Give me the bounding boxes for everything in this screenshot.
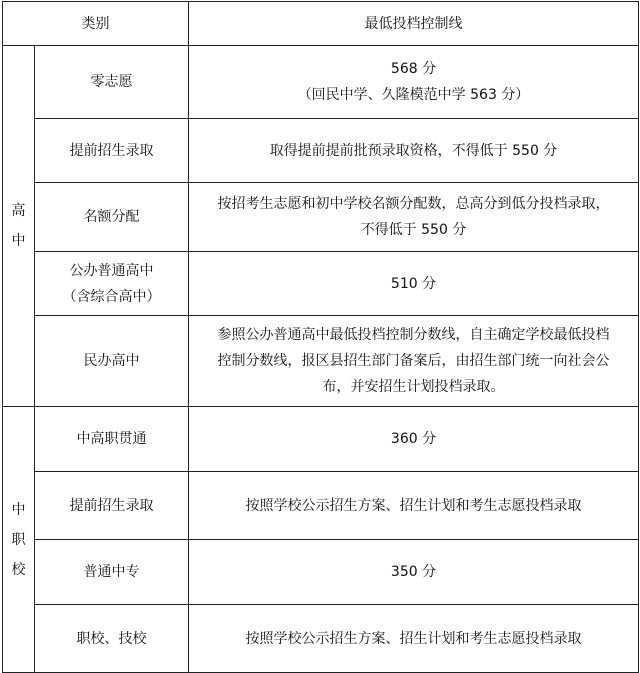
category-cell — [35, 540, 189, 605]
category-text: 提前招生录取 — [69, 142, 154, 159]
header-min-control-line: 最低投档控制线 — [189, 2, 639, 46]
category-text: 普通中专 — [83, 564, 140, 580]
value-text: 参照公办普通高中最低投档控制分数线，自主确定学校最低投档 — [217, 327, 610, 343]
group-label — [3, 46, 35, 407]
value-cell — [189, 119, 639, 183]
group-label-char: 中 — [11, 501, 26, 518]
category-cell — [35, 605, 189, 673]
value-text: 按照学校公示招生方案、招生计划和考生志愿投档录取 — [245, 630, 582, 647]
category-cell — [35, 407, 189, 472]
value-text: 按招考生志愿和初中学校名额分配数，总高分到低分投档录取， — [217, 196, 610, 212]
table-row — [3, 183, 639, 252]
category-cell — [35, 316, 189, 407]
value-text: 取得提前提前批预录取资格，不得低于 550 分 — [269, 142, 558, 159]
category-cell — [35, 472, 189, 540]
value-text: 布，并安招生计划投档录取。 — [322, 379, 505, 395]
table-row — [3, 472, 639, 540]
category-text: 中高职贯通 — [76, 431, 147, 447]
category-text: 提前招生录取 — [69, 497, 154, 514]
category-cell — [35, 252, 189, 316]
value-cell — [189, 540, 639, 605]
table-row — [3, 407, 639, 472]
category-text: 民办高中 — [83, 353, 140, 369]
value-cell — [189, 183, 639, 252]
table-row — [3, 540, 639, 605]
value-cell — [189, 605, 639, 673]
value-text: 568 分 — [390, 61, 437, 77]
value-cell — [189, 46, 639, 119]
table-row — [3, 46, 639, 119]
value-text: （回民中学、久隆模范中学 563 分） — [297, 87, 530, 103]
value-text: 360 分 — [390, 431, 437, 447]
group-label-char: 校 — [11, 561, 26, 578]
value-text: 510 分 — [390, 275, 437, 292]
table-row — [3, 119, 639, 183]
table-row — [3, 316, 639, 407]
category-text: 名额分配 — [83, 209, 140, 225]
group-label-char: 职 — [11, 531, 26, 548]
value-text: 控制分数线，报区县招生部门备案后，由招生部门统一向社会公 — [217, 353, 610, 369]
value-text: 350 分 — [390, 564, 437, 580]
value-cell — [189, 252, 639, 316]
group-label — [3, 407, 35, 673]
category-text: （含综合高中） — [62, 288, 161, 305]
category-text: 职校、技校 — [76, 630, 147, 647]
category-text: 公办普通高中 — [69, 262, 154, 279]
group-label-char: 高 — [11, 203, 26, 219]
header-category: 类别 — [3, 2, 189, 46]
category-cell — [35, 46, 189, 119]
header-row — [3, 2, 639, 46]
category-cell — [35, 119, 189, 183]
group-label-char: 中 — [11, 233, 26, 249]
category-cell — [35, 183, 189, 252]
value-cell — [189, 407, 639, 472]
table-row — [3, 252, 639, 316]
value-cell — [189, 472, 639, 540]
value-text: 不得低于 550 分 — [360, 222, 467, 238]
value-cell — [189, 316, 639, 407]
value-text: 按照学校公示招生方案、招生计划和考生志愿投档录取 — [245, 497, 582, 514]
category-text: 零志愿 — [90, 74, 133, 90]
table-row — [3, 605, 639, 673]
admission-table — [2, 1, 639, 673]
